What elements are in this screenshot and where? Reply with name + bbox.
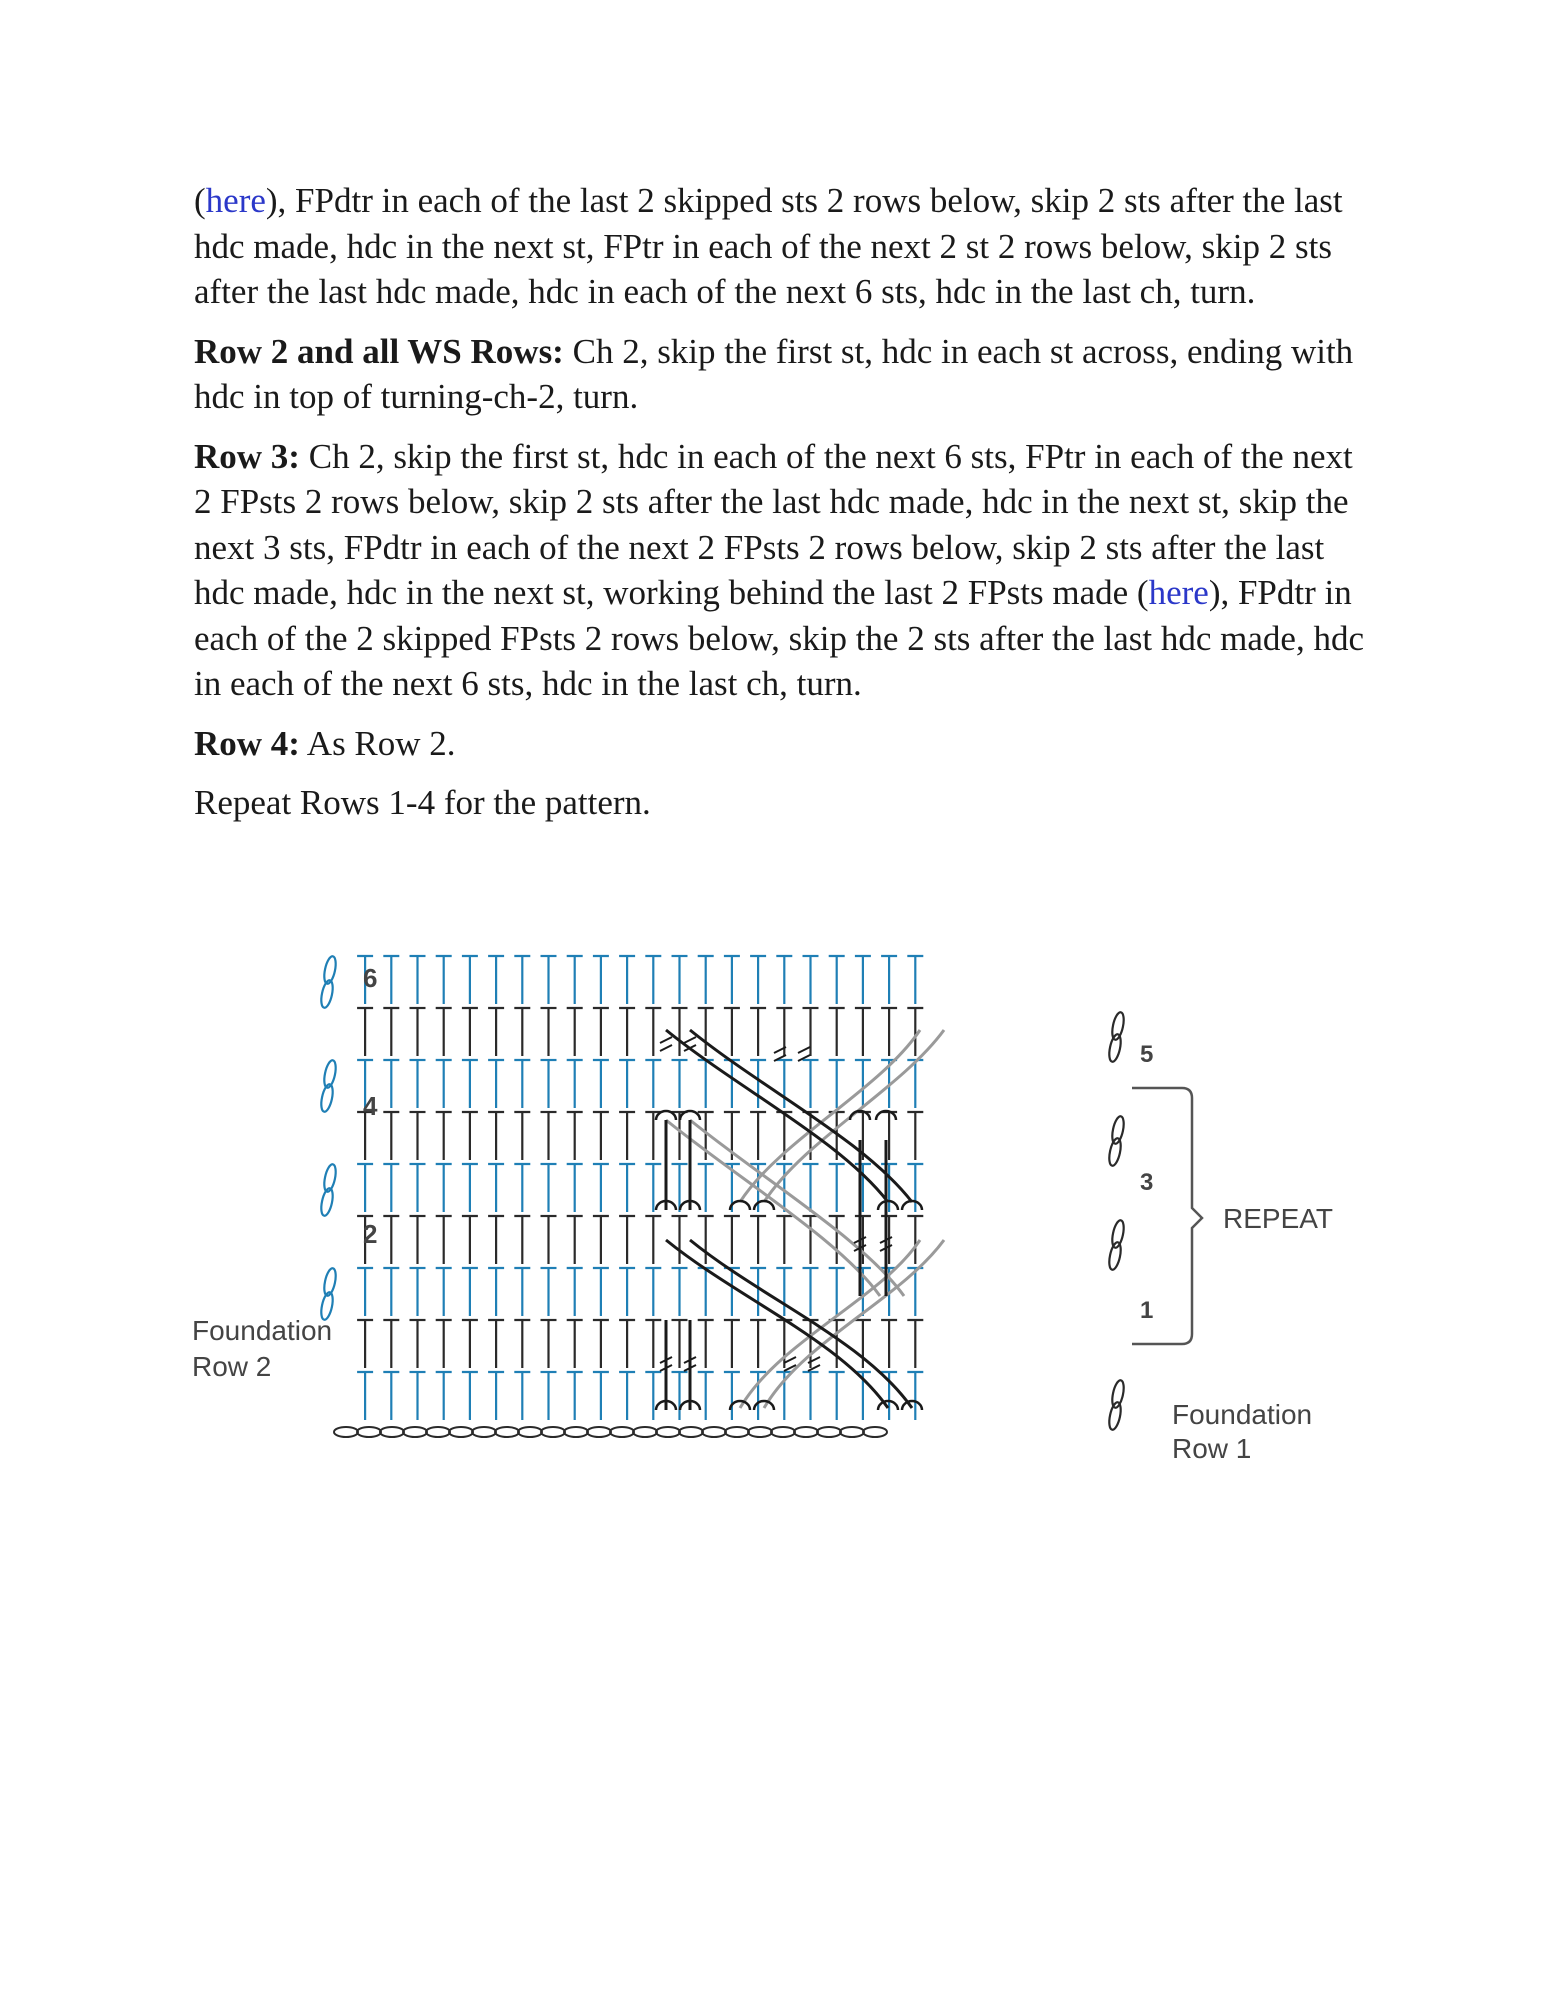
text: ), FPdtr in each of the last 2 skipped sts 2 rows below, skip 2 sts after the last hdc made, hdc in the next st, FPtr in each of the next 2 st 2 rows below, skip 2 sts after the last hdc made, hdc in each of the next 6 sts, hdc in the last ch, turn.: [194, 181, 1343, 311]
crochet-stitch-diagram: [180, 940, 1380, 1500]
turning-chain: [1110, 1011, 1126, 1040]
chain-stitch: [817, 1427, 841, 1437]
paragraph-row1-continued: [194, 178, 1364, 315]
row-markers: [319, 955, 1126, 1430]
chain-stitch: [771, 1427, 795, 1437]
row-number-6: 6: [363, 963, 378, 993]
chain-stitch: [380, 1427, 404, 1437]
row-number-4: 4: [363, 1091, 378, 1121]
chain-stitch: [702, 1427, 726, 1437]
text: As Row 2.: [299, 723, 456, 763]
instructions: [194, 178, 1364, 840]
chain-stitch: [449, 1427, 473, 1437]
post-tick: [684, 1037, 696, 1043]
row-label: Row 4:: [194, 723, 300, 763]
chain-stitch: [679, 1427, 703, 1437]
foundation-row-1-label-line1: Foundation: [1172, 1399, 1313, 1430]
chain-stitch: [587, 1427, 611, 1437]
chain-stitch: [725, 1427, 749, 1437]
turning-chain: [1110, 1379, 1126, 1408]
back-cable-path: [740, 1240, 920, 1408]
turning-chain: [1107, 1401, 1123, 1430]
chain-stitch: [564, 1427, 588, 1437]
chain-stitch: [403, 1427, 427, 1437]
chain-stitch: [748, 1427, 772, 1437]
chain-stitch: [518, 1427, 542, 1437]
paragraph-row2: [194, 329, 1364, 420]
text: Ch 2, skip the first st, hdc in each of the next 6 sts, FPtr in each of the next 2 FPsts 2 rows below, skip 2 sts after the last hdc made, hdc in the next st, skip the next 3 sts, FPdtr in each of the next 2 FPsts 2 rows below, skip 2 sts after the last hdc made, hdc in the next st, working behind the last 2 FPsts made (: [194, 436, 1353, 612]
row-number-2: 2: [363, 1219, 378, 1249]
chain-stitch: [334, 1427, 358, 1437]
row-label: Row 2 and all WS Rows:: [194, 331, 564, 371]
row-number-1: 1: [1140, 1297, 1154, 1324]
text: Ch 2, skip the first st, hdc in each st across, ending with hdc in top of turning-ch-2, turn.: [194, 331, 1354, 416]
turning-chain: [1110, 1115, 1126, 1144]
row-label: Row 3:: [194, 436, 300, 476]
repeat-label: REPEAT: [1223, 1203, 1333, 1234]
back-cable-path: [764, 1030, 944, 1202]
paragraph-repeat: [194, 780, 1364, 826]
text: (: [194, 181, 206, 220]
chain-stitch: [495, 1427, 519, 1437]
row-number-5: 5: [1140, 1041, 1154, 1068]
foundation-row-1-label-line2: Row 1: [1172, 1433, 1252, 1464]
chain-stitch: [863, 1427, 887, 1437]
back-cable-path: [690, 1120, 904, 1296]
chain-stitch: [633, 1427, 657, 1437]
front-post-hook: [902, 1201, 922, 1210]
chain-stitch: [472, 1427, 496, 1437]
chain-stitch: [840, 1427, 864, 1437]
turning-chain: [1110, 1219, 1126, 1248]
post-tick: [784, 1357, 796, 1363]
foundation-row-2-label-line1: Foundation: [192, 1315, 333, 1346]
paragraph-row3: [194, 434, 1364, 707]
text: Repeat Rows 1-4 for the pattern.: [194, 783, 651, 822]
here-link-2[interactable]: here: [1148, 573, 1209, 612]
paragraph-row4: [194, 721, 1364, 767]
row-number-3: 3: [1140, 1169, 1154, 1196]
front-post-hook: [680, 1111, 700, 1120]
post-tick: [660, 1037, 672, 1043]
chain-stitch: [357, 1427, 381, 1437]
turning-chain: [1107, 1137, 1123, 1166]
turning-chain: [1107, 1033, 1123, 1062]
chain-stitch: [656, 1427, 680, 1437]
foundation-row-2-label-line2: Row 2: [192, 1351, 272, 1382]
post-tick: [660, 1045, 672, 1051]
here-link-1[interactable]: here: [205, 181, 266, 220]
stitch-rows: [334, 956, 923, 1437]
post-tick: [798, 1047, 810, 1053]
text: ), FPdtr in each of the 2 skipped FPsts 2 rows below, skip the 2 sts after the last hdc made, hdc in each of the next 6 sts, hdc in the last ch, turn.: [194, 573, 1365, 703]
front-cable-path: [690, 1030, 912, 1202]
front-post-hook: [656, 1111, 676, 1120]
chain-stitch: [794, 1427, 818, 1437]
chain-stitch: [541, 1427, 565, 1437]
turning-chain: [1107, 1241, 1123, 1270]
chain-stitch: [610, 1427, 634, 1437]
cable-crossings: [656, 1030, 944, 1410]
chain-stitch: [426, 1427, 450, 1437]
